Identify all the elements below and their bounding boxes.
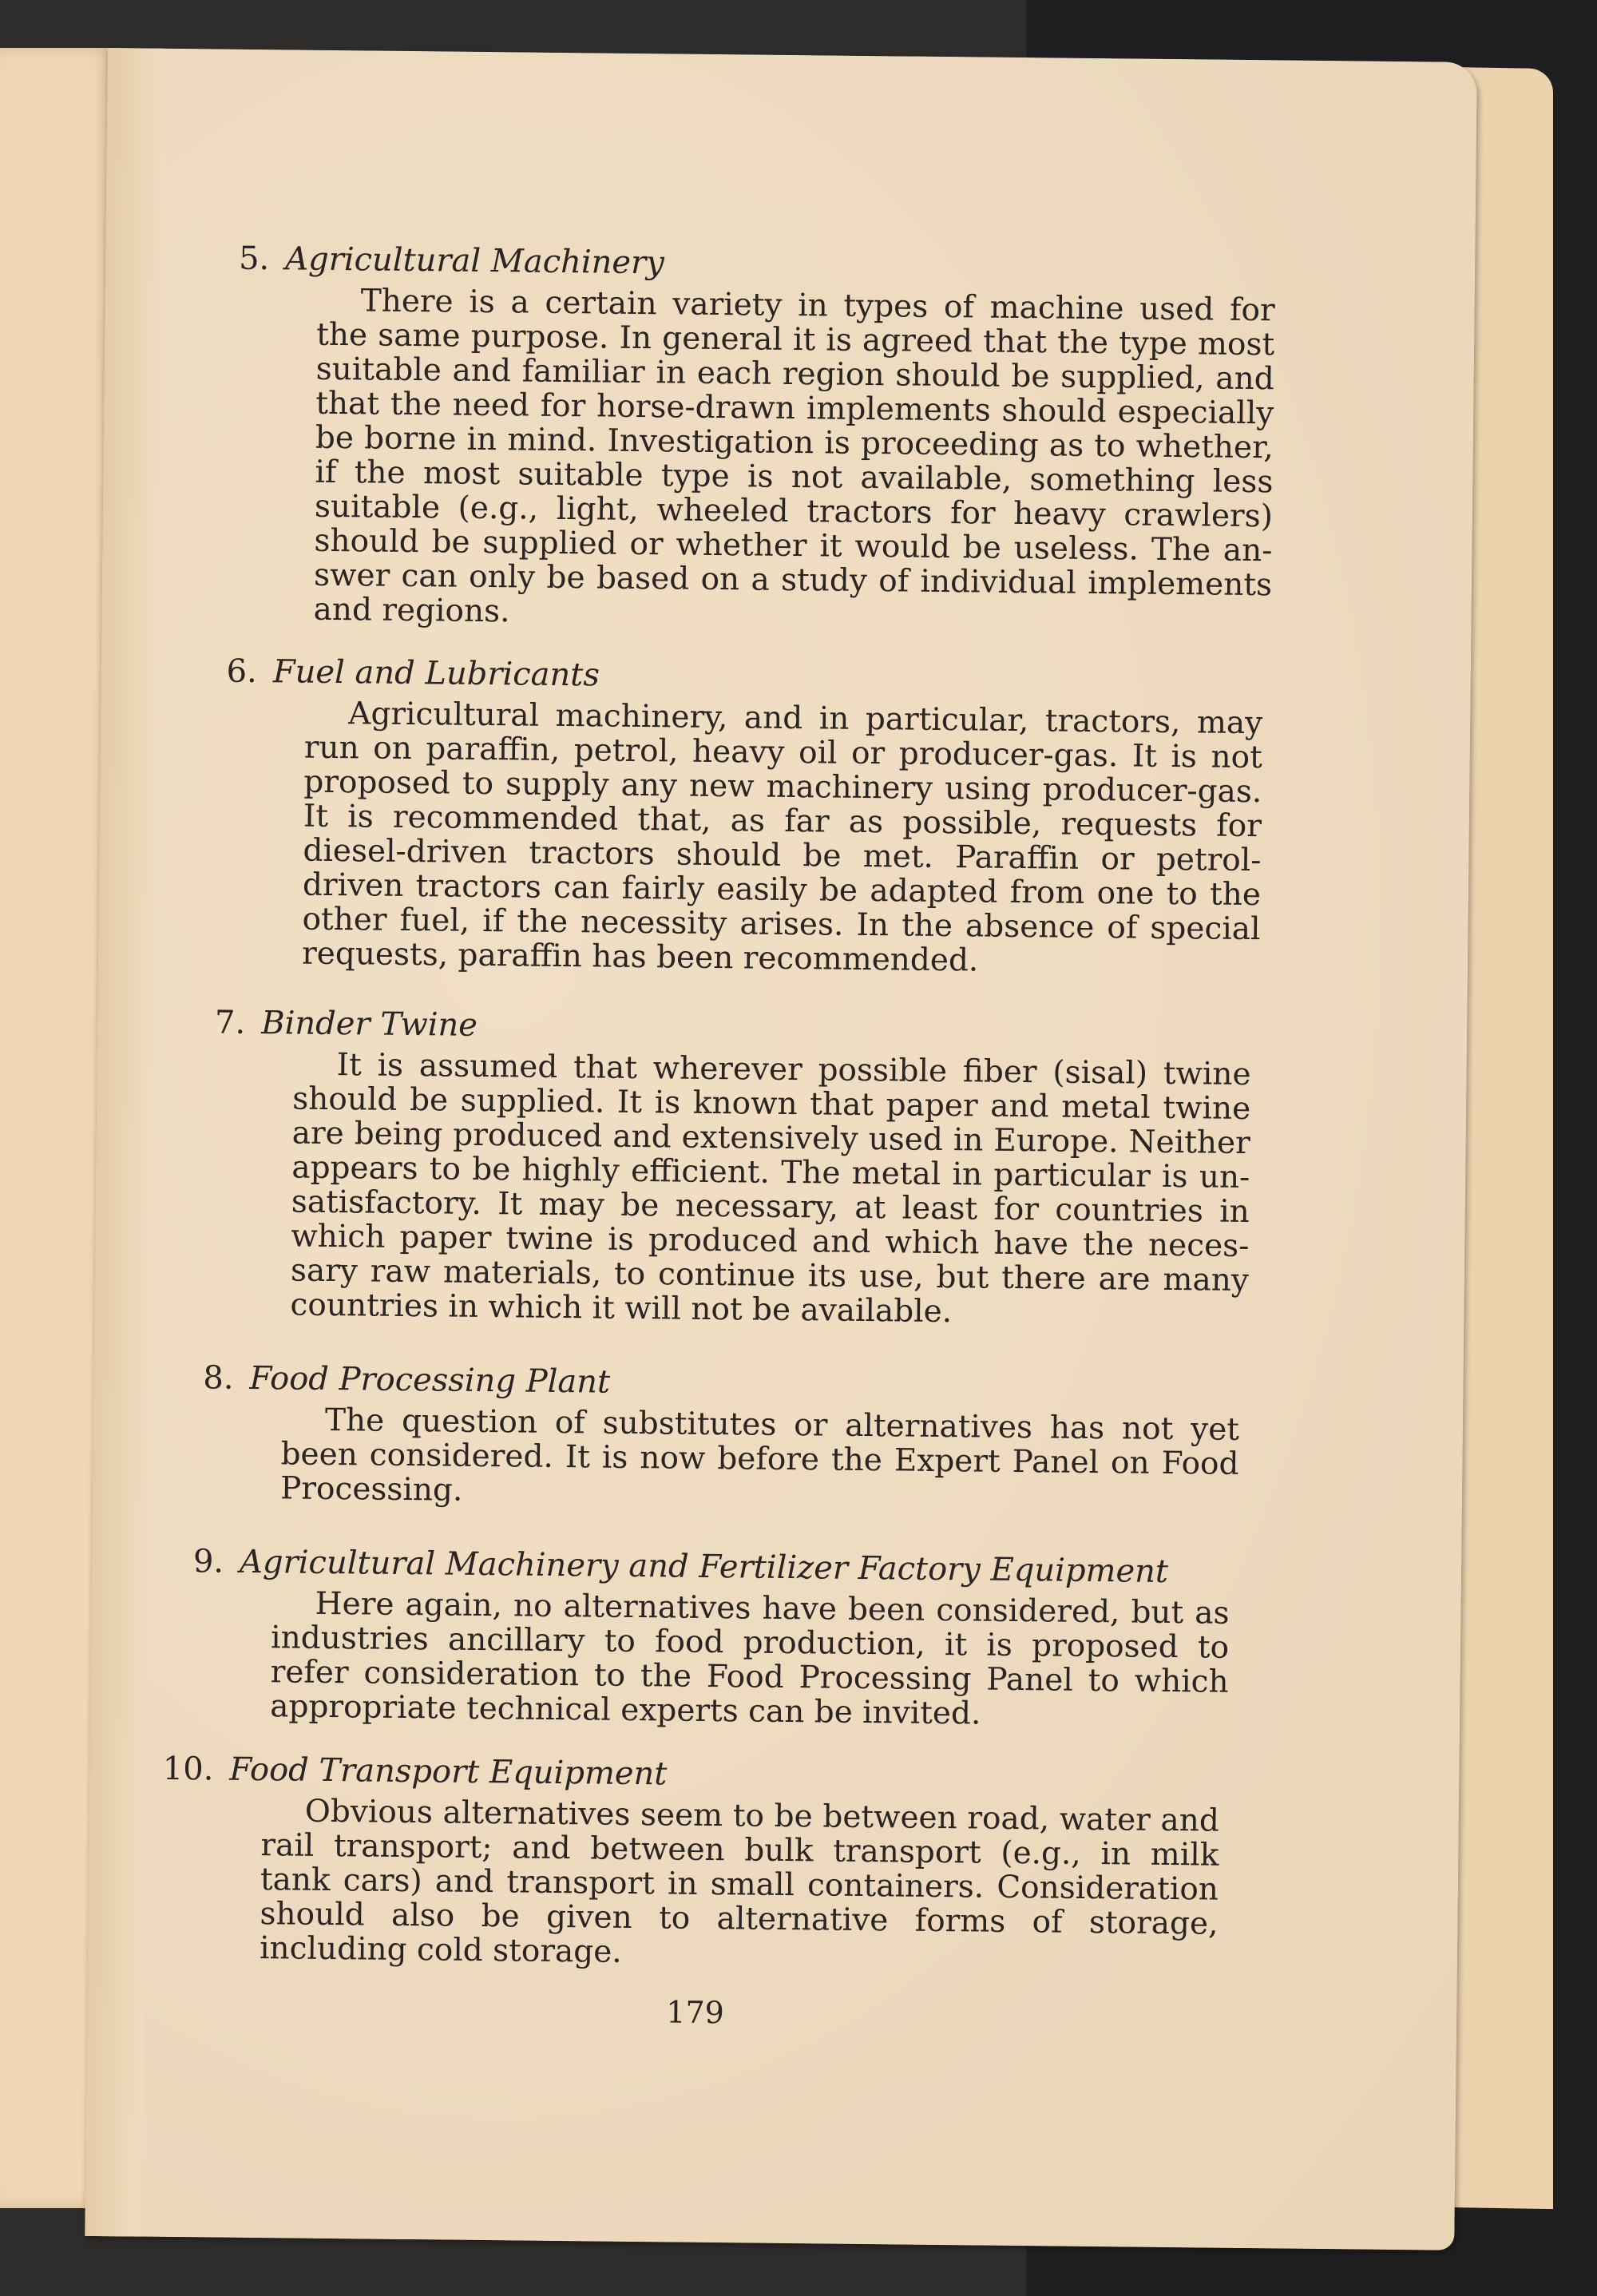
section-fertilizer-factory-equipment [166,1542,1230,1734]
section-number: 9. [192,1543,224,1580]
section-heading [201,652,1263,701]
section-number: 5. [238,240,270,278]
section-title: Agricultural Machinery [285,240,665,282]
section-number: 6. [226,652,258,690]
section-body: Here again, no alternatives have been considered, but as industries ancillary to food production, it is proposed to refer consideration to the Food Processing Panel to which appropriate technical experts can be invited. [270,1585,1230,1732]
section-title: Fuel and Lubricants [272,653,600,694]
section-food-transport-equipment [156,1750,1220,1976]
section-number: 8. [203,1359,234,1397]
section-title: Food Processing Plant [249,1359,611,1401]
section-body: The question of substitutes or alternatives has not yet been considered. It is now before the Expert Panel on Food Processing. [279,1402,1240,1509]
section-body: There is a certain variety in types of machine used for the same purpose. In general it is agreed that the type most suitable and familiar in each region should be supplied, and that the need for horse-drawn implements should especially be borne in mind. Investigation is proceeding as to whether, if the most suitable type is not available, something less suitable (e.g., light, wheeled tractors for heavy crawlers) should be supplied or whether it would be useless. The answer can only be based on a study of individual implements and regions. [313,283,1275,630]
section-agricultural-machinery [209,239,1275,636]
section-number: 10. [162,1750,214,1788]
section-title: Binder Twine [260,1005,478,1044]
section-title: Agricultural Machinery and Fertilizer Factory Equipment [239,1543,1169,1591]
page-content [85,48,1477,2250]
section-food-processing-plant [176,1358,1240,1516]
section-heading [177,1358,1239,1408]
page-number: 179 [666,1994,725,2031]
section-binder-twine [186,1003,1251,1332]
section-heading [189,1003,1251,1053]
section-body: Obvious alternatives seem to be between road, water and rail transport; and between bulk transport (e.g., in milk tank cars) and transport in small containers. Consideration should also be given to alternative forms of storage, including cold storage. [259,1793,1220,1970]
section-heading [213,239,1275,288]
section-heading [168,1542,1230,1592]
section-body: It is assumed that wherever possible fiber (sisal) twine should be supplied. It is known that paper and metal twine are being produced and extensively used in Europe. Neither appears to be highly efficient. The metal in particular is unsatisfactory. It may be necessary, at least for countries in which paper twine is produced and which have the necessary raw materials, to continue its use, but there are many countries in which it will not be available. [290,1047,1251,1330]
section-number: 7. [214,1004,246,1041]
section-body: Agricultural machinery, and in particular, tractors, may run on paraffin, petrol, heavy oil or producer-gas. It is not proposed to supply any new machinery using producer-gas. It is recommended that, as far as possible, requests for diesel-driven tractors should be met. Paraffin or petrol-driven tractors can fairly easily be adapted from one to the other fuel, if the necessity arises. In the absence of special requests, paraffin has been recommended. [301,696,1263,979]
section-heading [157,1750,1219,1799]
section-fuel-and-lubricants [198,652,1263,981]
book-page [85,48,1477,2250]
section-title: Food Transport Equipment [229,1751,668,1793]
